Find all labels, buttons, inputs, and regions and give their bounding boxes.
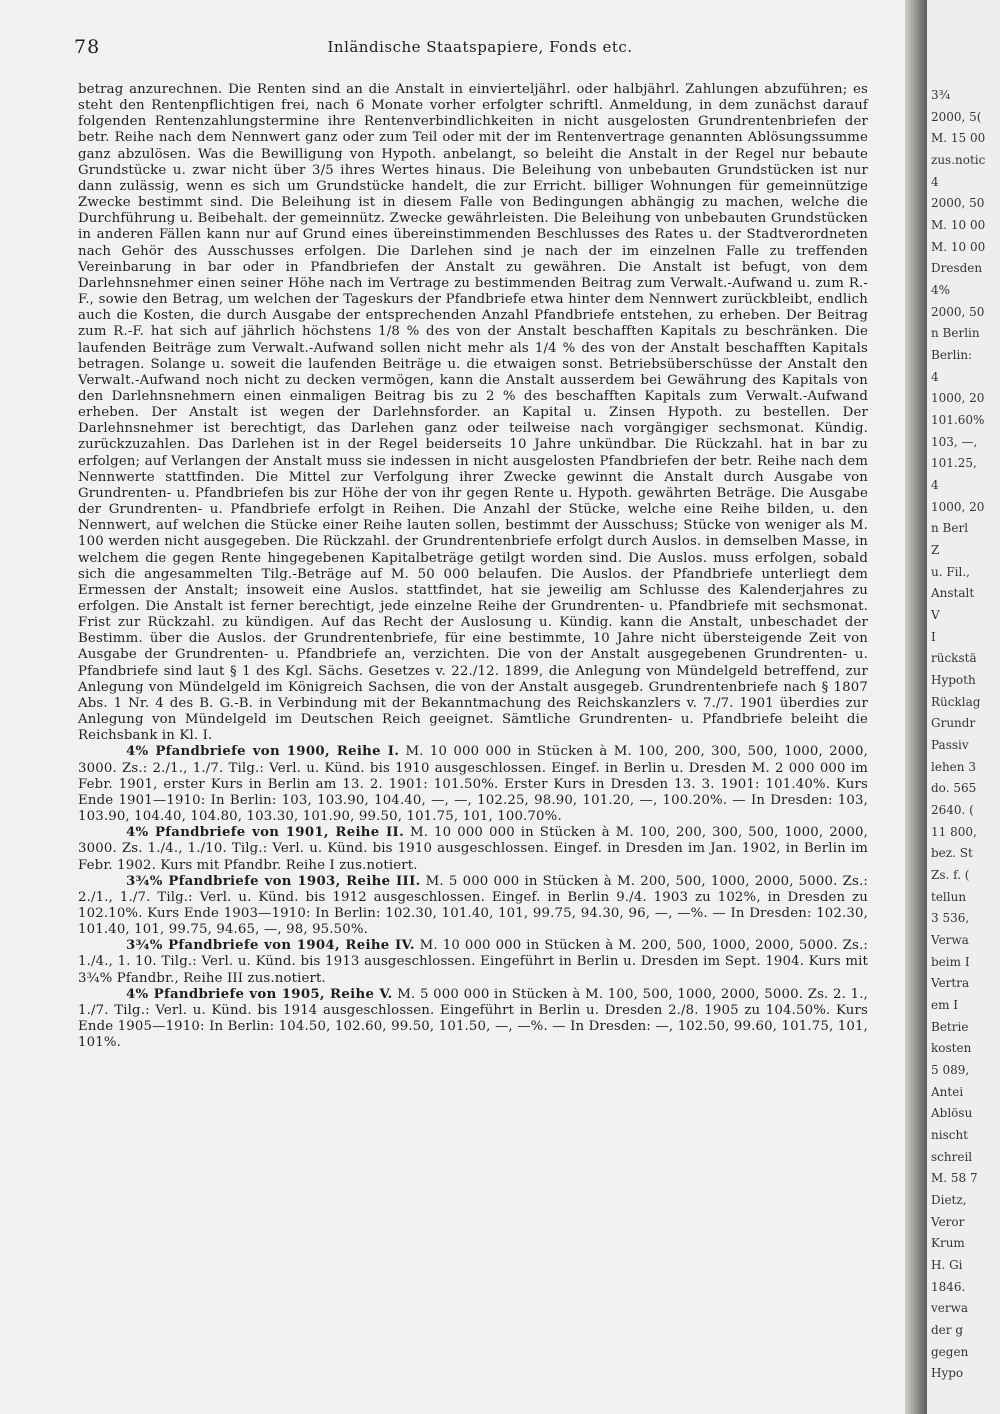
adjacent-page-fragment: gegen <box>931 1344 969 1359</box>
adjacent-page-fragment: bez. St <box>931 846 973 861</box>
adjacent-page-fragment: M. 10 00 <box>931 218 986 232</box>
adjacent-page-fragment: H. Gi <box>931 1258 963 1272</box>
entry-title: 3¾% Pfandbriefe von 1904, Reihe IV. <box>126 938 415 954</box>
adjacent-page-fragment: u. Fil., <box>931 564 970 579</box>
adjacent-page-fragment: verwa <box>931 1301 969 1316</box>
adjacent-page-fragment: Hypo <box>931 1366 964 1381</box>
adjacent-page-fragment: Zs. f. ( <box>931 868 970 882</box>
adjacent-page-fragment: Anstalt <box>931 586 975 601</box>
adjacent-page-fragment: Grundr <box>931 716 976 731</box>
intro-paragraph: betrag anzurechnen. Die Renten sind an die Anstalt in einvierteljährl. oder halbjährl. Zahlungen abzuführen; es steht den Rentenpflichtigen frei, nach 6 Monate vorher erfolgter schriftl. Anmeldung, in dem zunächst darauf folgenden Rentenzahlungstermine ihre Rentenverbindlichkeiten in nicht ausgelosten Grundrentenbriefen der betr. Reihe nach dem Nennwert ganz oder zum Teil oder mit der im Rentenvertrage genannten Ablösungssumme ganz abzulösen. Was die Bewilligung von Hypoth. anbelangt, so beleiht die Anstalt in der Regel nur bebaute Grundstücke u. zwar nicht über 3/5 ihres Wertes hinaus. Die Beleihung von unbebauten Grundstücken ist nur dann zulässig, wenn es sich um Grundstücke handelt, die zur Erricht. billiger Wohnungen für gemeinnützige Zwecke bestimmt sind. Die Beleihung ist in diesem Falle von Bedingungen abhängig zu machen, welche die Durchführung u. Beibehalt. der gemeinnütz. Zwecke gewährleisten. Die Beleihung von unbebauten Grundstücken in anderen Fällen kann nur auf Grund eines übereinstimmenden Beschlusses des Rates u. der Stadtverordneten nach Gehör des Ausschusses erfolgen. Die Darlehen sind je nach der im einzelnen Falle zu treffenden Vereinbarung in bar oder in Pfandbriefen der Anstalt zu gewähren. Die Anstalt ist befugt, von dem Darlehnsnehmer einen seiner Höhe nach im Vertrage zu bestimmenden Beitrag zum Verwalt.-Aufwand u. zum R.-F., sowie den Betrag, um welchen der Tageskurs der Pfandbriefe etwa hinter dem Nennwert zurückbleibt, endlich auch die Kosten, die durch Ausgabe der entsprechenden Anzahl Pfandbriefe entstehen, zu erheben. Der Beitrag zum R.-F. hat sich auf jährlich höchstens 1/8 % des von der Anstalt beschafften Kapitals zu beschränken. Die laufenden Beiträge zum Verwalt.-Aufwand sollen nicht mehr als 1/4 % des von der Anstalt beschafften Kapitals betragen. Solange u. soweit die laufenden Beiträge u. die etwaigen sonst. Betriebsüberschüsse der Anstalt den Verwalt.-Aufwand noch nicht zu decken vermögen, kann die Anstalt ausserdem bei Gewährung des Kapitals von den Darlehnsnehmern einen einmaligen Beitrag bis zu 2 % des beschafften Kapitals zum Verwalt.-Aufwand erheben. Der Anstalt ist wegen der Darlehnsforder. an Kapital u. Zinsen Hypoth. zu bestellen. Der Darlehnsnehmer ist berechtigt, das Darlehen ganz oder teilweise nach vorgängiger sechsmonat. Kündig. zurückzuzahlen. Das Darlehen ist in der Regel beiderseits 10 Jahre unkündbar. Die Rückzahl. hat in bar zu erfolgen; auf Verlangen der Anstalt muss sie indessen in nicht ausgelosten Pfandbriefen der betr. Reihe nach dem Nennwerte stattfinden. Die Mittel zur Verfolgung ihrer Zwecke gewinnt die Anstalt durch Ausgabe von Grundrenten- u. Pfandbriefen bis zur Höhe der von ihr gegen Rente u. Hypoth. gewährten Beträge. Die Ausgabe der Grundrenten- u. Pfandbriefe erfolgt in Reihen. Die Anzahl der Stücke, welche eine Reihe bilden, u. den Nennwert, auf welchen die Stücke einer Reihe lauten sollen, bestimmt der Ausschuss; Stücke von weniger als M. 100 werden nicht ausgegeben. Die Rückzahl. der Grundrentenbriefe erfolgt durch Auslos. in demselben Masse, in welchem die gegen Rente hingegebenen Kapitalbeträge getilgt worden sind. Die Auslos. muss erfolgen, sobald sich die angesammelten Tilg.-Beträge auf M. 50 000 belaufen. Die Auslos. der Pfandbriefe unterliegt dem Ermessen der Anstalt; insoweit eine Auslos. stattfindet, hat sie jeweilig am Schlusse des Kalenderjahres zu erfolgen. Die Anstalt ist ferner berechtigt, jede einzelne Reihe der Grundrenten- u. Pfandbriefe mit sechsmonat. Frist zur Rückzahl. zu kündigen. Auf das Recht der Auslosung u. Kündig. kann die Anstalt, unbeschadet der Bestimm. über die Auslos. der Grundrentenbriefe, für eine bestimmte, 10 Jahre nicht übersteigende Zeit von Ausgabe der Grundrenten- u. Pfandbriefe an, verzichten. Die von der Anstalt ausgegebenen Grundrenten- u. Pfandbriefe sind laut § 1 des Kgl. Sächs. Gesetzes v. 22./12. 1899, die Anlegung von Mündelgeld betreffend, zur Anlegung von Mündelgeld im Königreich Sachsen, die von der Anstalt ausgegeb. Grundrentenbriefe nach § 1807 Abs. 1 Nr. 4 des B. G.-B. in Verbindung mit der Bekanntmachung des Reichskanzlers v. 7./7. 1901 überdies zur Anlegung von Mündelgeld im Deutschen Reich geeignet. Sämtliche Grundrenten- u. Pfandbriefe beleiht die Reichsbank in Kl. I. <box>78 82 868 744</box>
pfandbrief-entry-1905 <box>78 987 868 1052</box>
entry-title: 4% Pfandbriefe von 1901, Reihe II. <box>126 825 405 841</box>
pfandbrief-entry-1901 <box>78 825 868 873</box>
entry-title: 3¾% Pfandbriefe von 1903, Reihe III. <box>126 873 421 889</box>
adjacent-page-fragment: Dresden <box>931 261 983 276</box>
adjacent-page-fragment: Rücklag <box>931 694 981 709</box>
page-number: 78 <box>74 36 101 58</box>
adjacent-page-fragment: schreil <box>931 1149 973 1164</box>
adjacent-page-edge <box>927 0 1000 1414</box>
adjacent-page-fragment: 101.60% <box>931 413 985 427</box>
adjacent-page-fragment: Krum <box>931 1236 965 1251</box>
book-gutter <box>905 0 927 1414</box>
adjacent-page-fragment: 3¾ <box>931 88 951 102</box>
pfandbrief-entry-1903 <box>78 874 868 939</box>
adjacent-page-fragment: tellun <box>931 889 967 904</box>
adjacent-page-fragment: Vertra <box>931 976 970 991</box>
adjacent-page-fragment: n Berl <box>931 521 969 536</box>
body-text <box>78 82 868 1051</box>
entry-text: M. 5 000 000 in Stücken à M. 100, 500, 1000, 2000, 5000. Zs. 2. 1., 1./7. Tilg.: Verl. u. Künd. bis 1914 ausgeschlossen. Eingeführt in Berlin u. Dresden 2./8. 1905 zu 104.50%. Kurs Ende 1905—1910: In Berlin: 104.50, 102.60, 99.50, 101.50, —, —%. — In Dresden: —, 102.50, 99.60, 101.75, 101, 101%. <box>78 986 868 1051</box>
entry-text: M. 5 000 000 in Stücken à M. 200, 500, 1000, 2000, 5000. Zs.: 2./1., 1./7. Tilg.: Verl. u. Künd. bis 1912 ausgeschlossen. Eingef. in Berlin 9./4. 1903 zu 102%, in Dresden zu 102.10%. Kurs Ende 1903—1910: In Berlin: 102.30, 101.40, 101, 99.75, 94.30, 96, —, —%. — In Dresden: 102.30, 101.40, 101, 99.75, 94.65, —, 98, 95.50%. <box>78 873 868 938</box>
adjacent-page-fragment: 5 089, <box>931 1063 970 1077</box>
running-header: Inländische Staatspapiere, Fonds etc. <box>327 38 633 56</box>
entry-text: M. 10 000 000 in Stücken à M. 100, 200, 300, 500, 1000, 2000, 3000. Zs.: 2./1., 1./7. Tilg.: Verl. u. Künd. bis 1910 ausgeschlossen. Eingef. in Berlin u. Dresden M. 2 000 000 im Febr. 1901, erster Kurs in Berlin am 13. 2. 1901: 101.50%. Erster Kurs in Dresden 13. 3. 1901: 101.40%. Kurs Ende 1901—1910: In Berlin: 103, 103.90, 104.40, —, —, 102.25, 98.90, 101.20, —, 100.20%. — In Dresden: 103, 103.90, 104.40, 104.80, 103.30, 101.90, 99.50, 101.75, 101, 100.70%. <box>78 744 868 825</box>
adjacent-page-fragment: 4% <box>931 283 951 297</box>
adjacent-page-fragment: M. 15 00 <box>931 131 986 146</box>
entry-title: 4% Pfandbriefe von 1905, Reihe V. <box>126 986 393 1002</box>
adjacent-page-fragment: Dietz, <box>931 1193 967 1207</box>
adjacent-page-fragment: 2000, 5( <box>931 109 982 124</box>
adjacent-page-fragment: rückstä <box>931 651 977 666</box>
adjacent-page-fragment: 11 800, <box>931 824 977 839</box>
adjacent-page-fragment: do. 565 <box>931 781 977 796</box>
adjacent-page-fragment: em I <box>931 998 959 1012</box>
adjacent-page-fragment: Passiv <box>931 738 969 752</box>
adjacent-page-fragment: 2000, 50 <box>931 304 985 319</box>
adjacent-page-fragment: 1846. <box>931 1279 966 1294</box>
adjacent-page-fragment: 2000, 50 <box>931 196 985 211</box>
adjacent-page-fragment: 4 <box>931 174 939 189</box>
adjacent-page-fragment: Verwa <box>931 933 969 947</box>
adjacent-page-fragment: der g <box>931 1323 964 1337</box>
adjacent-page-fragment: Hypoth <box>931 673 976 687</box>
adjacent-page-fragment: nischt <box>931 1128 968 1142</box>
adjacent-page-fragment: M. 10 00 <box>931 239 986 254</box>
pfandbrief-entry-1904 <box>78 938 868 986</box>
adjacent-page-fragment: 4 <box>931 369 939 384</box>
pfandbrief-entry-1900 <box>78 744 868 825</box>
entry-title: 4% Pfandbriefe von 1900, Reihe I. <box>126 744 400 760</box>
adjacent-page-fragment: 1000, 20 <box>931 391 985 406</box>
adjacent-page-fragment: 3 536, <box>931 911 970 926</box>
adjacent-page-fragment: 4 <box>931 478 939 492</box>
entry-text: M. 10 000 000 in Stücken à M. 200, 500, 1000, 2000, 5000. Zs.: 1./4., 1. 10. Tilg.: Verl. u. Künd. bis 1913 ausgeschlossen. Eingeführt in Berlin u. Dresden im Sept. 1904. Kurs mit 3¾% Pfandbr., Reihe III zus.notiert. <box>78 938 868 986</box>
adjacent-page-fragment: V <box>931 608 940 622</box>
adjacent-page-fragment: Veror <box>931 1214 965 1229</box>
adjacent-page-fragment: 103, —, <box>931 434 978 449</box>
adjacent-page-fragment: Betrie <box>931 1019 969 1034</box>
adjacent-page-fragment: 101.25, <box>931 456 977 471</box>
adjacent-page-fragment: kosten <box>931 1041 972 1056</box>
adjacent-page-fragment: beim I <box>931 954 970 969</box>
entry-text: M. 10 000 000 in Stücken à M. 100, 200, 300, 500, 1000, 2000, 3000. Zs. 1./4., 1./10. Tilg.: Verl. u. Künd. bis 1910 ausgeschlossen. Eingef. in Dresden im Jan. 1902, in Berlin im Febr. 1902. Kurs mit Pfandbr. Reihe I zus.notiert. <box>78 825 869 873</box>
adjacent-page-fragment: 2640. ( <box>931 803 974 817</box>
adjacent-page-fragment: Berlin: <box>931 348 973 362</box>
adjacent-page-fragment: Z <box>931 543 940 557</box>
adjacent-page-fragment: n Berlin <box>931 326 980 341</box>
adjacent-page-fragment: Antei <box>931 1084 964 1099</box>
adjacent-page-fragment: zus.notic <box>931 153 986 167</box>
adjacent-page-fragment: M. 58 7 <box>931 1171 978 1186</box>
adjacent-page-fragment: Ablösu <box>931 1106 973 1121</box>
adjacent-page-fragment: I <box>931 629 936 644</box>
adjacent-page-fragment: 1000, 20 <box>931 499 985 514</box>
adjacent-page-fragment: lehen 3 <box>931 759 976 774</box>
